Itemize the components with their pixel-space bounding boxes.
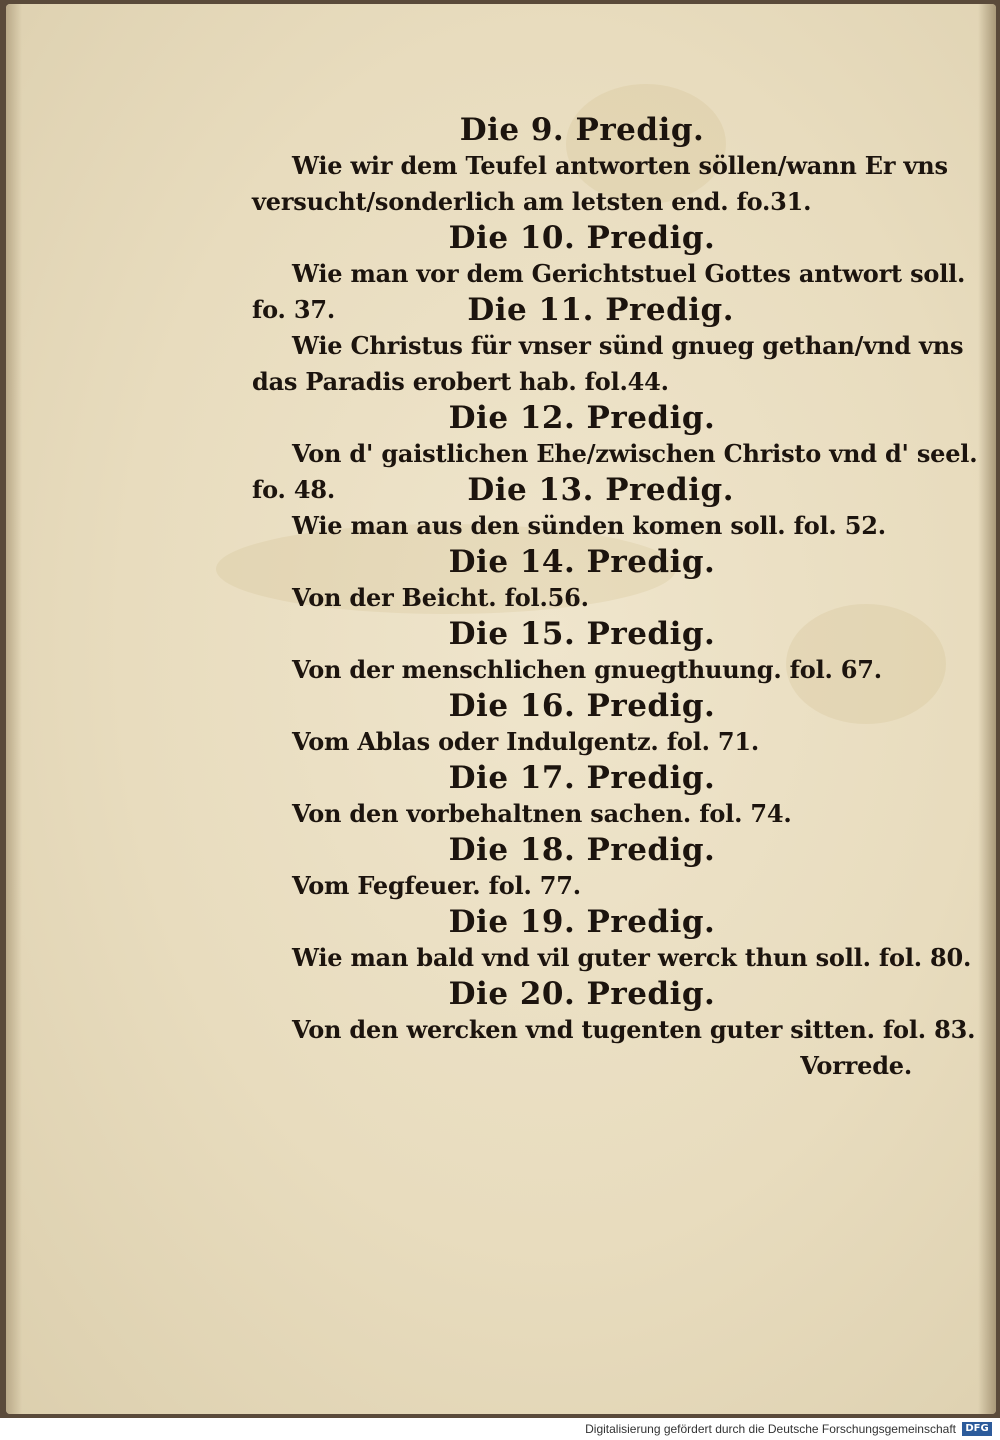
sermon-title-line: Vom Ablas oder Indulgentz. fol. 71. bbox=[292, 727, 760, 756]
footer-bar bbox=[0, 1418, 1000, 1440]
sermon-heading: Die 17. Predig. bbox=[448, 760, 716, 796]
sermon-title-line: versucht/sonderlich am letsten end. fo.31. bbox=[252, 187, 812, 216]
sermon-title-line: Von den vorbehaltnen sachen. fol. 74. bbox=[292, 799, 792, 828]
sermon-title-line: Wie Christus für vnser sünd gnueg gethan/vnd vns bbox=[292, 331, 964, 360]
catchword: Vorrede. bbox=[800, 1051, 912, 1080]
sermon-heading: Die 19. Predig. bbox=[448, 904, 716, 940]
sermon-heading: Die 14. Predig. bbox=[448, 544, 716, 580]
folio-reference: fo. 37. bbox=[252, 295, 335, 324]
page-edge-left bbox=[6, 4, 22, 1414]
sermon-heading: Die 11. Predig. bbox=[467, 292, 734, 328]
sermon-heading: Die 12. Predig. bbox=[448, 400, 716, 436]
sermon-title-line: das Paradis erobert hab. fol.44. bbox=[252, 367, 669, 396]
sermon-heading: Die 20. Predig. bbox=[448, 976, 716, 1012]
sermon-heading: Die 10. Predig. bbox=[448, 220, 716, 256]
sermon-title-line: Von der Beicht. fol.56. bbox=[292, 583, 589, 612]
book-page bbox=[6, 4, 996, 1414]
sermon-title-line: Wie wir dem Teufel antworten söllen/wann Er vns bbox=[292, 151, 948, 180]
sermon-heading: Die 9. Predig. bbox=[459, 112, 705, 148]
folio-and-heading-line bbox=[252, 472, 912, 508]
sermon-heading: Die 13. Predig. bbox=[467, 472, 734, 508]
sermon-title-line: Wie man aus den sünden komen soll. fol. 52. bbox=[292, 511, 886, 540]
sermon-title-line: Von den wercken vnd tugenten guter sitten. fol. 83. bbox=[292, 1015, 976, 1044]
sermon-title-line: Vom Fegfeuer. fol. 77. bbox=[292, 871, 581, 900]
sermon-heading: Die 18. Predig. bbox=[448, 832, 716, 868]
sermon-title-line: Von d' gaistlichen Ehe/zwischen Christo vnd d' seel. bbox=[292, 439, 978, 468]
sermon-title-line: Wie man bald vnd vil guter werck thun soll. fol. 80. bbox=[292, 943, 972, 972]
folio-and-heading-line bbox=[252, 292, 912, 328]
sermon-title-line: Wie man vor dem Gerichtstuel Gottes antwort soll. bbox=[292, 259, 966, 288]
page-edge-right bbox=[978, 4, 996, 1414]
table-of-contents bbox=[252, 112, 978, 1084]
sermon-heading: Die 15. Predig. bbox=[448, 616, 716, 652]
folio-reference: fo. 48. bbox=[252, 475, 335, 504]
footer-credit: Digitalisierung gefördert durch die Deutsche Forschungsgemeinschaft bbox=[585, 1422, 956, 1436]
sermon-title-line: Von der menschlichen gnuegthuung. fol. 67. bbox=[292, 655, 882, 684]
dfg-logo: DFG bbox=[962, 1422, 992, 1436]
sermon-heading: Die 16. Predig. bbox=[448, 688, 716, 724]
